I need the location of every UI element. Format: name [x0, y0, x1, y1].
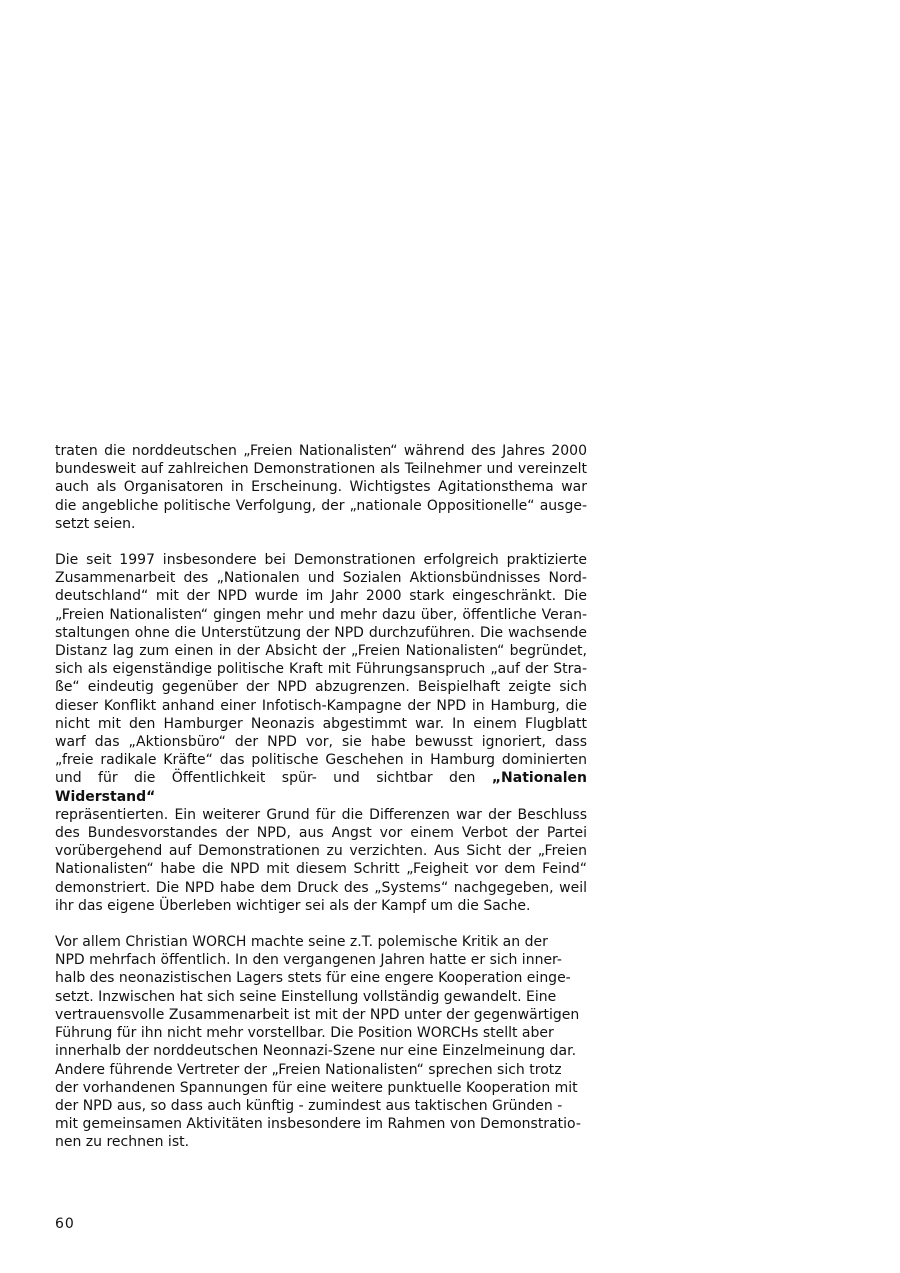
text-line-with-emphasis [55, 769, 587, 805]
text-line: ihr das eigene Überleben wichtiger sei als der Kampf um die Sache. [55, 897, 531, 914]
text-line: Vor allem Christian WORCH machte seine z.T. polemische Kritik an der [55, 934, 548, 951]
text-line: dieser Konflikt anhand einer Infotisch-Kampagne der NPD in Hamburg, die [55, 697, 587, 714]
text-line: mit gemeinsamen Aktivitäten insbesondere im Rahmen von Demonstratio- [55, 1116, 581, 1133]
text-line: traten die norddeutschen „Freien Nationalisten“ während des Jahres 2000 [55, 443, 587, 459]
text-line: Die seit 1997 insbesondere bei Demonstrationen erfolgreich praktizierte [55, 552, 587, 569]
text-line: NPD mehrfach öffentlich. In den vergangenen Jahren hatte er sich inner- [55, 952, 562, 969]
text-line: „Freien Nationalisten“ gingen mehr und mehr dazu über, öffentliche Veran- [55, 606, 587, 623]
text-line: vorübergehend auf Demonstrationen zu verzichten. Aus Sicht der „Freien [55, 843, 587, 860]
text-line: demonstriert. Die NPD habe dem Druck des „Systems“ nachgegeben, weil [55, 879, 587, 896]
body-text [55, 442, 587, 1170]
text-line: Führung für ihn nicht mehr vorstellbar. Die Position WORCHs stellt aber [55, 1025, 554, 1042]
text-line: setzt seien. [55, 515, 136, 532]
text-line: des Bundesvorstandes der NPD, aus Angst vor einem Verbot der Partei [55, 825, 587, 842]
text-line: halb des neonazistischen Lagers stets für eine engere Kooperation einge- [55, 970, 571, 987]
paragraph-3 [55, 933, 587, 1151]
text-line: ße“ eindeutig gegenüber der NPD abzugrenzen. Beispielhaft zeigte sich [55, 679, 587, 696]
text-line: der vorhandenen Spannungen für eine weitere punktuelle Kooperation mit [55, 1079, 578, 1096]
text-line: vertrauensvolle Zusammenarbeit ist mit der NPD unter der gegenwärtigen [55, 1006, 580, 1023]
text-line: nicht mit den Hamburger Neonazis abgestimmt war. In einem Flugblatt [55, 715, 587, 732]
text-line: innerhalb der norddeutschen Neonnazi-Szene nur eine Einzelmeinung dar. [55, 1043, 577, 1060]
page-number: 60 [55, 1216, 75, 1232]
text-line: nen zu rechnen ist. [55, 1134, 190, 1151]
emphasized-term: „Nationalen Widerstand“ [55, 770, 587, 805]
text-line: deutschland“ mit der NPD wurde im Jahr 2000 stark eingeschränkt. Die [55, 588, 587, 605]
text-line: Distanz lag zum einen in der Absicht der „Freien Nationalisten“ begründet, [55, 643, 587, 660]
text-line: setzt. Inzwischen hat sich seine Einstellung vollständig gewandelt. Eine [55, 988, 557, 1005]
text-line: warf das „Aktionsbüro“ der NPD vor, sie habe bewusst ignoriert, dass [55, 734, 587, 751]
paragraph-2 [55, 551, 587, 915]
text-line: auch als Organisatoren in Erscheinung. Wichtigstes Agitationsthema war [55, 479, 587, 496]
text-segment: und für die Öffentlichkeit spür- und sichtbar den [55, 770, 492, 787]
text-line: staltungen ohne die Unterstützung der NPD durchzuführen. Die wachsende [55, 624, 587, 641]
paragraph-1 [55, 442, 587, 533]
text-line: Andere führende Vertreter der „Freien Nationalisten“ sprechen sich trotz [55, 1061, 562, 1078]
text-line: die angebliche politische Verfolgung, der „nationale Oppositionelle“ ausge- [55, 497, 587, 514]
text-line: „freie radikale Kräfte“ das politische Geschehen in Hamburg dominierten [55, 752, 587, 769]
text-line: sich als eigenständige politische Kraft mit Führungsanspruch „auf der Stra- [55, 661, 587, 678]
text-line: Zusammenarbeit des „Nationalen und Sozialen Aktionsbündnisses Nord- [55, 570, 587, 587]
text-line: repräsentierten. Ein weiterer Grund für die Differenzen war der Beschluss [55, 806, 587, 823]
text-line: Nationalisten“ habe die NPD mit diesem Schritt „Feigheit vor dem Feind“ [55, 861, 587, 878]
text-line: der NPD aus, so dass auch künftig - zumindest aus taktischen Gründen - [55, 1097, 563, 1114]
text-line: bundesweit auf zahlreichen Demonstrationen als Teilnehmer und vereinzelt [55, 461, 587, 478]
